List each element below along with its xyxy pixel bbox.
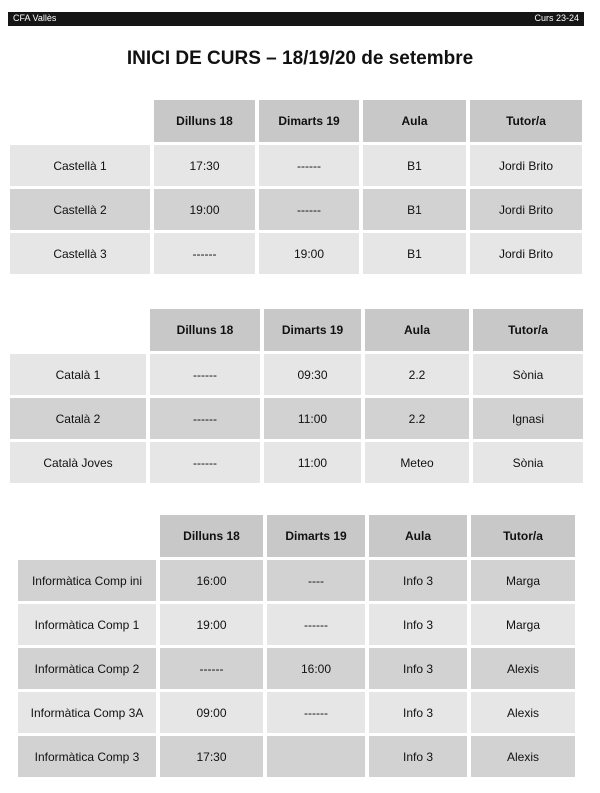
course-cell: Castellà 1 [10,145,150,186]
schedule-table-castella [6,97,586,277]
column-header-tutor: Tutor/a [470,100,582,142]
header-school-name: CFA Vallès [13,13,57,23]
table-row [18,736,575,777]
monday-cell: ------ [150,442,260,483]
tutor-cell: Jordi Brito [470,145,582,186]
table-row [10,145,582,186]
monday-cell: 19:00 [154,189,255,230]
column-header-tuesday: Dimarts 19 [267,515,365,557]
course-cell: Català 2 [10,398,146,439]
course-cell: Informàtica Comp ini [18,560,156,601]
column-header-room: Aula [369,515,467,557]
room-cell: 2.2 [365,398,469,439]
tuesday-cell: 11:00 [264,442,361,483]
tuesday-cell: 19:00 [259,233,359,274]
column-header-blank [18,515,156,557]
column-header-monday: Dilluns 18 [160,515,263,557]
column-header-tuesday: Dimarts 19 [259,100,359,142]
column-header-monday: Dilluns 18 [154,100,255,142]
tutor-cell: Ignasi [473,398,583,439]
course-cell: Informàtica Comp 2 [18,648,156,689]
room-cell: Info 3 [369,736,467,777]
header-bar [8,12,584,26]
table-row [18,604,575,645]
column-header-blank [10,309,146,351]
course-cell: Castellà 2 [10,189,150,230]
room-cell: 2.2 [365,354,469,395]
tuesday-cell: 09:30 [264,354,361,395]
column-header-room: Aula [363,100,466,142]
room-cell: Info 3 [369,604,467,645]
course-cell: Informàtica Comp 1 [18,604,156,645]
schedule-table-informatica [14,512,579,780]
monday-cell: 16:00 [160,560,263,601]
monday-cell: 09:00 [160,692,263,733]
tuesday-cell [267,736,365,777]
table-header-row [18,515,575,557]
tutor-cell: Jordi Brito [470,189,582,230]
course-cell: Informàtica Comp 3 [18,736,156,777]
table-header-row [10,309,583,351]
column-header-tutor: Tutor/a [473,309,583,351]
course-cell: Català 1 [10,354,146,395]
table-row [10,442,583,483]
room-cell: Info 3 [369,648,467,689]
monday-cell: 19:00 [160,604,263,645]
tutor-cell: Alexis [471,736,575,777]
monday-cell: ------ [154,233,255,274]
course-cell: Informàtica Comp 3A [18,692,156,733]
room-cell: Info 3 [369,560,467,601]
table-row [18,648,575,689]
header-course-year: Curs 23-24 [534,13,579,23]
room-cell: Info 3 [369,692,467,733]
tutor-cell: Jordi Brito [470,233,582,274]
table-row [18,560,575,601]
tuesday-cell: ---- [267,560,365,601]
table-header-row [10,100,582,142]
page-title: INICI DE CURS – 18/19/20 de setembre [126,48,474,69]
course-cell: Català Joves [10,442,146,483]
schedule-table-catala [6,306,587,486]
tutor-cell: Alexis [471,648,575,689]
room-cell: B1 [363,145,466,186]
tuesday-cell: 11:00 [264,398,361,439]
tutor-cell: Alexis [471,692,575,733]
tuesday-cell: ------ [267,692,365,733]
room-cell: B1 [363,233,466,274]
monday-cell: ------ [150,354,260,395]
tutor-cell: Marga [471,560,575,601]
tuesday-cell: ------ [259,145,359,186]
table-row [10,189,582,230]
monday-cell: 17:30 [160,736,263,777]
tutor-cell: Sònia [473,354,583,395]
column-header-blank [10,100,150,142]
table-row [18,692,575,733]
column-header-tutor: Tutor/a [471,515,575,557]
course-cell: Castellà 3 [10,233,150,274]
monday-cell: 17:30 [154,145,255,186]
tuesday-cell: ------ [267,604,365,645]
room-cell: B1 [363,189,466,230]
monday-cell: ------ [160,648,263,689]
room-cell: Meteo [365,442,469,483]
tuesday-cell: ------ [259,189,359,230]
table-row [10,233,582,274]
tutor-cell: Marga [471,604,575,645]
table-row [10,398,583,439]
tutor-cell: Sònia [473,442,583,483]
column-header-tuesday: Dimarts 19 [264,309,361,351]
column-header-room: Aula [365,309,469,351]
column-header-monday: Dilluns 18 [150,309,260,351]
monday-cell: ------ [150,398,260,439]
tuesday-cell: 16:00 [267,648,365,689]
table-row [10,354,583,395]
